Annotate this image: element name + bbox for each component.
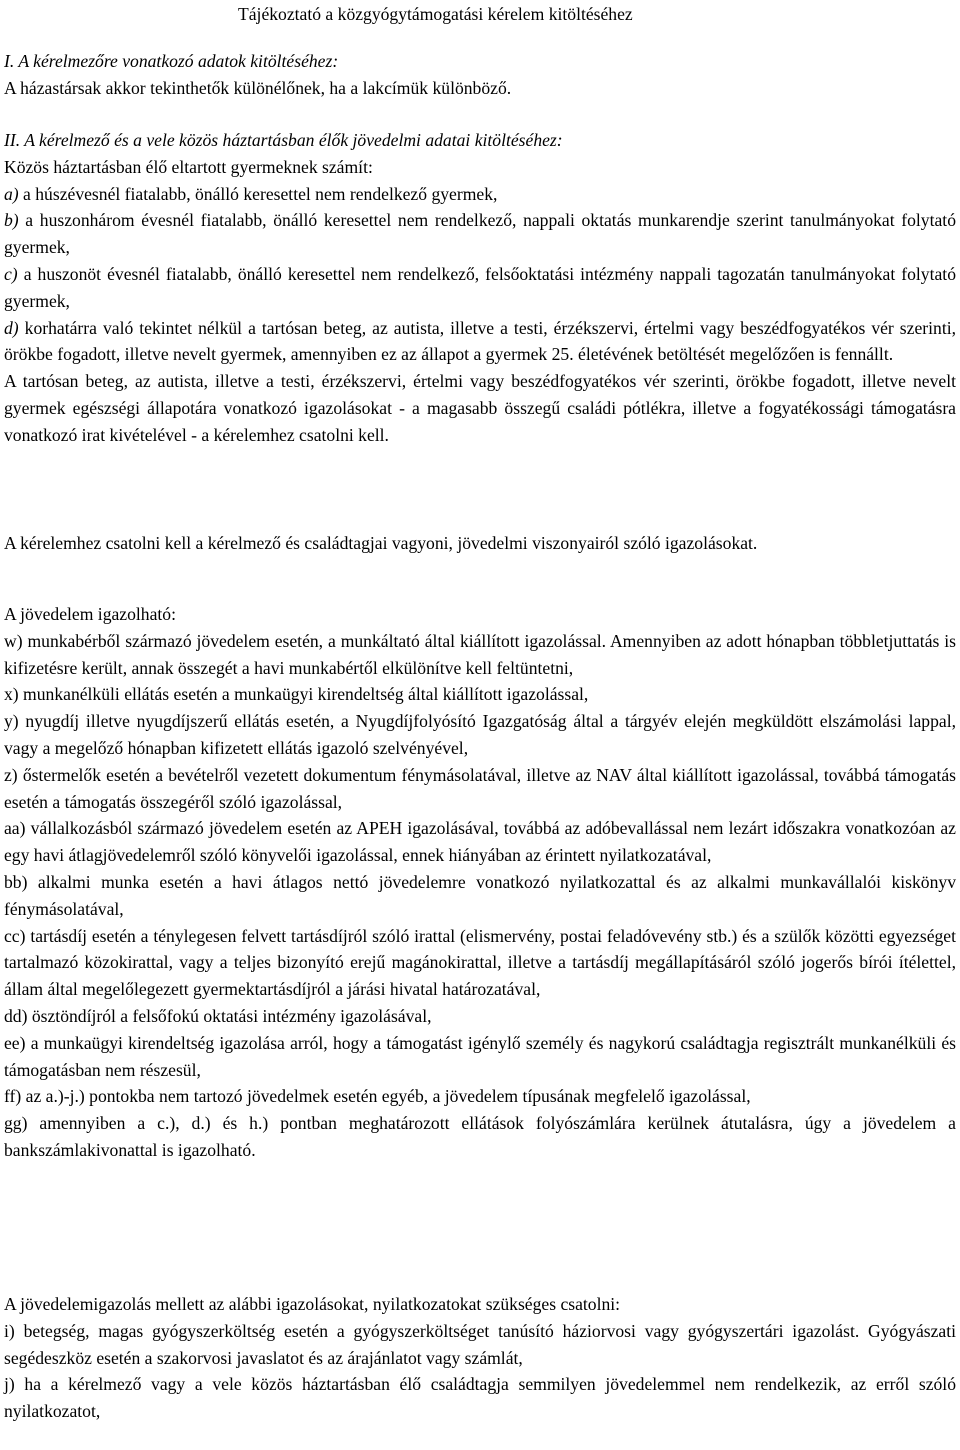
child-item-label: c) <box>4 263 18 284</box>
income-item: aa) vállalkozásból származó jövedelem esetén az APEH igazolásával, továbbá az adóbevallással nem lezárt időszakra vonatkozóan az egy havi átlagjövedelemről szóló könyvelői igazolással, ennek hiányában az érintett nyilatkozatával, <box>4 818 956 866</box>
child-item-label: a) <box>4 183 19 204</box>
extra-heading: A jövedelemigazolás mellett az alábbi igazolásokat, nyilatkozatokat szükséges csatolni: <box>4 1294 621 1314</box>
income-item: dd) ösztöndíjról a felsőfokú oktatási intézmény igazolásával, <box>4 1005 432 1026</box>
attachment-note-text: A kérelemhez csatolni kell a kérelmező és családtagjai vagyoni, jövedelmi viszonyairól szóló igazolásokat. <box>4 533 758 553</box>
extra-item: j) ha a kérelmező vagy a vele közös háztartásban élő családtagja semmilyen jövedelemmel nem rendelkezik, az erről szóló nyilatkozatot, <box>4 1374 956 1422</box>
income-item: z) őstermelők esetén a bevételről vezetett dokumentum fénymásolatával, illetve az NAV által kiállított igazolással, továbbá támogatás esetén a támogatás összegéről szóló igazolással, <box>4 764 956 812</box>
child-item-d <box>4 315 956 369</box>
child-item-b <box>4 207 956 261</box>
section-2 <box>4 127 956 449</box>
section-1-text: A házastársak akkor tekinthetők különélőnek, ha a lakcímük különböző. <box>4 77 512 98</box>
income-section <box>4 601 956 1164</box>
child-item-label: b) <box>4 210 19 231</box>
health-certificate-note: A tartósan beteg, az autista, illetve a testi, érzékszervi, értelmi vagy beszédfogyatékos vér szerinti, örökbe fogadott, illetve nevelt gyermek egészségi állapotára vonatkozó igazolásokat - a magasabb összegű családi pótlékra, illetve a fogyatékossági támogatásra vonatkozó irat kivételével - a kérelemhez csatolni kell. <box>4 371 956 445</box>
child-item-a <box>4 181 956 208</box>
attachment-note <box>4 530 956 557</box>
extra-item: i) betegség, magas gyógyszerköltség esetén a gyógyszerköltséget tanúsító háziorvosi vagy gyógyszertári igazolást. Gyógyászati segédeszköz esetén a szakorvosi javaslatot és az árajánlatot vagy számlát, <box>4 1320 956 1368</box>
income-item: ff) az a.)-j.) pontokba nem tartozó jövedelmek esetén egyéb, a jövedelem típusának megfelelő igazolással, <box>4 1086 751 1107</box>
income-item: cc) tartásdíj esetén a ténylegesen felvett tartásdíjról szóló irattal (elismervény, postai feladóvevény stb.) és a szülők közötti egyezséget tartalmazó közokirattal, vagy a teljes bizonyító erejű magánokirattal, illetve a tartásdíj megállapításáról szóló jogerős bírói ítélettel, állam által megelőlegezett gyermektartásdíjról a járási hivatal határozatával, <box>4 925 956 1000</box>
income-item: x) munkanélküli ellátás esetén a munkaügyi kirendeltség által kiállított igazolással, <box>4 684 589 705</box>
child-item-text: a húszévesnél fiatalabb, önálló keresettel nem rendelkező gyermek, <box>18 183 498 204</box>
child-item-c <box>4 261 956 315</box>
section-1-heading: I. A kérelmezőre vonatkozó adatok kitöltéséhez: <box>4 51 339 71</box>
income-item: y) nyugdíj illetve nyugdíjszerű ellátás esetén, a Nyugdíjfolyósító Igazgatóság által a tárgyév elején megküldött elszámolási lappal, vagy a megelőző hónapban kifizetett ellátás igazoló szelvényével, <box>4 711 956 758</box>
section-2-heading: II. A kérelmező és a vele közös háztartásban élők jövedelmi adatai kitöltéséhez: <box>4 130 563 150</box>
extra-documents-section <box>4 1291 956 1425</box>
section-1 <box>4 48 956 102</box>
child-item-text: a huszonhárom évesnél fiatalabb, önálló keresettel nem rendelkező, nappali oktatás munkarendje szerint tanulmányokat folytató gyermek, <box>4 210 956 258</box>
child-item-label: d) <box>4 317 19 338</box>
page-title: Tájékoztató a közgyógytámogatási kérelem kitöltéséhez <box>238 4 633 24</box>
income-item: gg) amennyiben a c.), d.) és h.) pontban meghatározott ellátások folyószámlára kerülnek átutalásra, úgy a jövedelem a bankszámlakivonattal is igazolható. <box>4 1113 956 1160</box>
income-item: bb) alkalmi munka esetén a havi átlagos nettó jövedelemre vonatkozó nyilatkozattal és az alkalmi munkavállalói kiskönyv fénymásolatával, <box>4 871 956 919</box>
section-2-intro: Közös háztartásban élő eltartott gyermeknek számít: <box>4 156 373 177</box>
child-item-text: korhatárra való tekintet nélkül a tartósan beteg, az autista, illetve a testi, érzékszervi, értelmi vagy beszédfogyatékos vér szerinti, örökbe fogadott, illetve nevelt gyermek, amennyiben ez az állapot a gyermek 25. életévének betöltését megelőzően is fennállt. <box>4 317 956 365</box>
income-item: ee) a munkaügyi kirendeltség igazolása arról, hogy a támogatást igénylő személy és nagykorú családtagja regisztrált munkanélküli és támogatásban nem részesül, <box>4 1032 956 1080</box>
income-item: w) munkabérből származó jövedelem esetén, a munkáltató által kiállított igazolással. Amennyiben az adott hónapban többletjuttatás is kifizetésre került, annak összegét a havi munkabértől elkülönítve kell feltüntetni, <box>4 630 956 678</box>
income-heading: A jövedelem igazolható: <box>4 604 176 624</box>
child-item-text: a huszonöt évesnél fiatalabb, önálló keresettel nem rendelkező, felsőoktatási intézmény nappali tagozatán tanulmányokat folytató gyermek, <box>4 263 956 311</box>
